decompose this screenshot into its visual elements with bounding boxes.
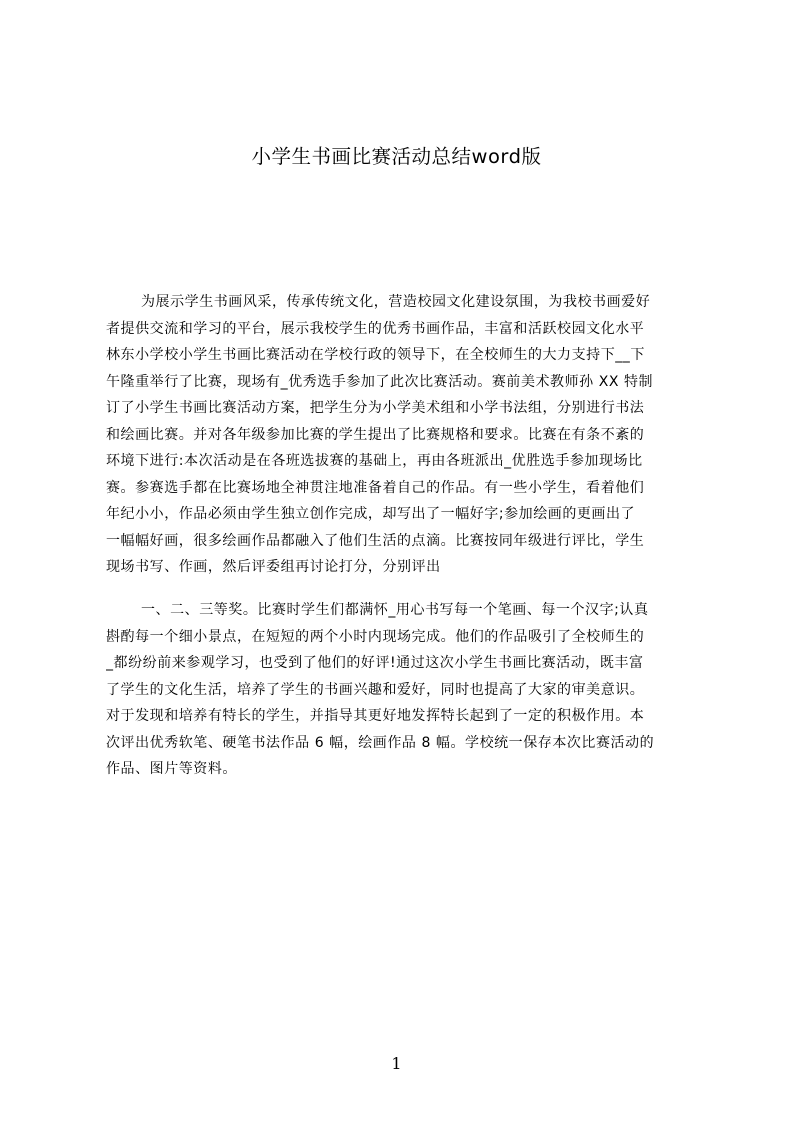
paragraph-1-line: 为展示学生书画风采，传承传统文化，营造校园文化建设氛围，为我校书画爱好: [141, 294, 651, 310]
paragraph-1-line: 和绘画比赛。并对各年级参加比赛的学生提出了比赛规格和要求。比赛在有条不紊的: [106, 426, 645, 443]
paragraph-2-line: 次评出优秀软笔、硬笔书法作品 6 幅，绘画作品 8 幅。学校统一保存本次比赛活动的: [106, 734, 655, 751]
paragraph-2-line: 对于发现和培养有特长的学生，并指导其更好地发挥特长起到了一定的积极作用。本: [106, 708, 645, 725]
paragraph-2-line: 斟酌每一个细小景点，在短短的两个小时内现场完成。他们的作品吸引了全校师生的: [106, 628, 645, 645]
paragraph-1-line: 赛。参赛选手都在比赛场地全神贯注地准备着自己的作品。有一些小学生，看着他们: [106, 479, 645, 496]
document-title: 小学生书画比赛活动总结word版: [251, 145, 542, 168]
paragraph-1-line: 现场书写、作画，然后评委组再讨论打分，分别评出: [106, 559, 441, 576]
paragraph-1-line: 订了小学生书画比赛活动方案，把学生分为小学美术组和小学书法组，分别进行书法: [106, 400, 645, 417]
page-number: 1: [391, 1054, 402, 1073]
paragraph-2-line: 了学生的文化生活，培养了学生的书画兴趣和爱好，同时也提高了大家的审美意识。: [106, 681, 645, 698]
paragraph-2-line: 一、二、三等奖。比赛时学生们都满怀_用心书写每一个笔画、每一个汉字;认真: [141, 602, 649, 618]
paragraph-2-line: _都纷纷前来参观学习，也受到了他们的好评!通过这次小学生书画比赛活动，既丰富: [106, 655, 644, 672]
paragraph-1-line: 者提供交流和学习的平台，展示我校学生的优秀书画作品，丰富和活跃校园文化水平: [106, 320, 645, 337]
paragraph-1: [106, 289, 698, 581]
paragraph-1-line: 林东小学校小学生书画比赛活动在学校行政的领导下，在全校师生的大力支持下__下: [106, 347, 645, 364]
paragraph-2: [106, 597, 698, 783]
paragraph-1-line: 午隆重举行了比赛，现场有_优秀选手参加了此次比赛活动。赛前美术教师孙 XX 特制: [106, 373, 654, 390]
paragraph-2-line: 作品、图片等资料。: [106, 761, 237, 778]
paragraph-1-line: 年纪小小，作品必须由学生独立创作完成，却写出了一幅好字;参加绘画的更画出了: [106, 506, 636, 523]
paragraph-1-line: 一幅幅好画，很多绘画作品都融入了他们生活的点滴。比赛按同年级进行评比，学生: [106, 532, 645, 549]
paragraph-1-line: 环境下进行:本次活动是在各班选拔赛的基础上，再由各班派出_优胜选手参加现场比: [106, 453, 643, 470]
